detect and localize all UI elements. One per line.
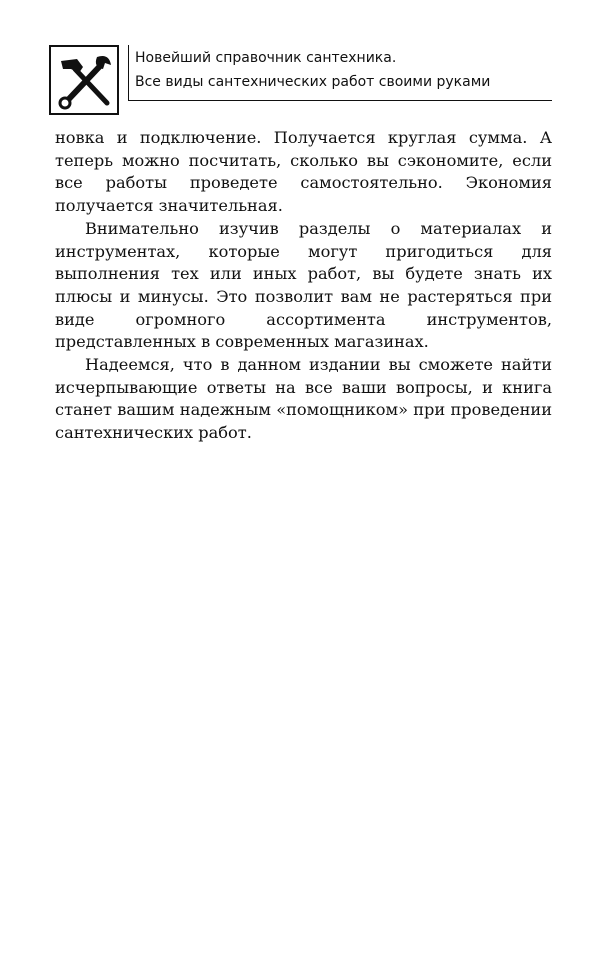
paragraph-1: новка и подключение. Получается круглая сумма. А теперь можно посчитать, сколько вы сэкономите, если все работы проведете самостоятельно. Экономия получается значительная. [55,128,552,216]
paragraph-2: Внимательно изучив разделы о материалах и инструментах, которые могут пригодиться для выполнения тех или иных работ, вы будете знать их плюсы и минусы. Это позволит вам не растеряться при виде огромного ассортимента инструментов, представленных в современных магазинах. [55,218,552,352]
header-vertical-rule [128,45,129,100]
paragraph-3: Надеемся, что в данном издании вы сможете найти исчерпывающие ответы на все ваши вопросы, и книга станет вашим надежным «помощником» при проведении сантехнических работ. [55,355,552,443]
header-title-line-2: Все виды сантехнических работ своими руками [135,74,491,90]
hammer-and-wrench-icon [51,47,121,117]
running-header [49,45,552,117]
header-horizontal-rule [128,100,552,101]
header-title-line-1: Новейший справочник сантехника. [135,50,397,66]
page-body [55,127,552,445]
logo-box [49,45,119,115]
